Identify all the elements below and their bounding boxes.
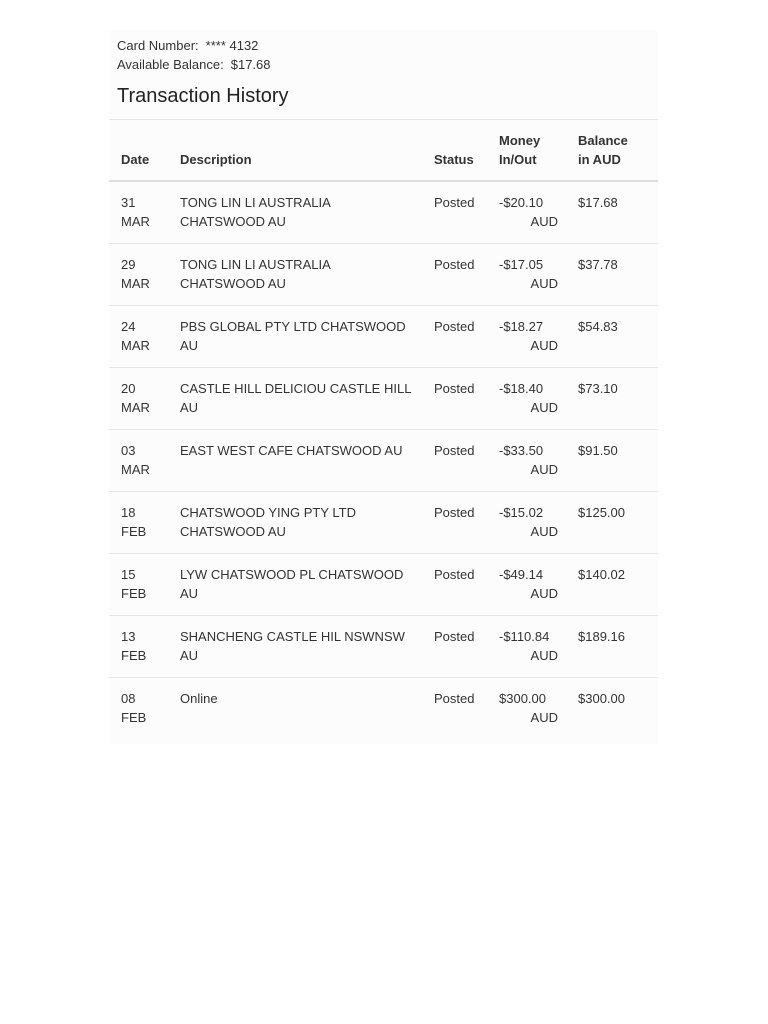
money-currency: AUD xyxy=(530,710,558,725)
money-amount: -$15.02 xyxy=(499,505,544,520)
money-amount: -$18.27 xyxy=(499,319,544,334)
money-cell xyxy=(487,306,566,368)
date-cell xyxy=(109,244,168,306)
date-day: 18 xyxy=(121,505,136,520)
money-amount: -$33.50 xyxy=(499,443,544,458)
money-currency: AUD xyxy=(530,338,558,353)
transaction-rows xyxy=(109,181,658,739)
money-cell xyxy=(487,368,566,430)
column-header-money-line2: In/Out xyxy=(499,152,537,167)
table-row xyxy=(109,616,658,678)
table-row xyxy=(109,678,658,740)
date-day: 13 xyxy=(121,629,136,644)
date-day: 03 xyxy=(121,443,136,458)
money-amount: -$17.05 xyxy=(499,257,544,272)
date-cell xyxy=(109,554,168,616)
description-cell: EAST WEST CAFE CHATSWOOD AU xyxy=(168,430,422,492)
table-row xyxy=(109,492,658,554)
money-amount: -$110.84 xyxy=(499,629,550,644)
table-row xyxy=(109,368,658,430)
available-balance-label: Available Balance: xyxy=(117,57,224,72)
balance-cell: $189.16 xyxy=(566,616,658,678)
money-cell xyxy=(487,492,566,554)
description-cell: SHANCHENG CASTLE HIL NSWNSW AU xyxy=(168,616,422,678)
date-cell xyxy=(109,181,168,244)
balance-cell: $125.00 xyxy=(566,492,658,554)
money-currency: AUD xyxy=(530,586,558,601)
status-cell: Posted xyxy=(422,678,487,740)
date-day: 20 xyxy=(121,381,136,396)
money-currency: AUD xyxy=(530,214,558,229)
status-cell: Posted xyxy=(434,195,475,210)
balance-cell: $73.10 xyxy=(566,368,658,430)
money-amount: -$20.10 xyxy=(499,195,544,210)
money-currency: AUD xyxy=(530,462,558,477)
description-cell: CASTLE HILL DELICIOU CASTLE HILL AU xyxy=(168,368,422,430)
money-amount: -$49.14 xyxy=(499,567,544,582)
column-header-description: Description xyxy=(168,120,422,182)
date-month: FEB xyxy=(121,586,147,601)
date-month: FEB xyxy=(121,648,147,663)
card-info xyxy=(117,36,271,74)
balance-cell: $140.02 xyxy=(566,554,658,616)
money-amount: -$18.40 xyxy=(499,381,544,396)
table-row xyxy=(109,554,658,616)
date-day: 15 xyxy=(121,567,136,582)
money-cell xyxy=(487,430,566,492)
description-cell: CHATSWOOD YING PTY LTD CHATSWOOD AU xyxy=(168,492,422,554)
status-cell: Posted xyxy=(422,492,487,554)
money-cell xyxy=(487,181,566,244)
table-header-row xyxy=(109,120,658,182)
status-cell: Posted xyxy=(422,306,487,368)
description-cell: PBS GLOBAL PTY LTD CHATSWOOD AU xyxy=(168,306,422,368)
date-month: MAR xyxy=(121,400,150,415)
money-cell xyxy=(487,616,566,678)
description-cell: Online xyxy=(168,678,422,740)
date-month: FEB xyxy=(121,710,147,725)
money-cell xyxy=(487,678,566,740)
date-cell xyxy=(109,368,168,430)
status-cell: Posted xyxy=(422,244,487,306)
balance-cell: $17.68 xyxy=(578,195,618,210)
status-cell: Posted xyxy=(422,368,487,430)
date-day: 29 xyxy=(121,257,136,272)
description-cell: LYW CHATSWOOD PL CHATSWOOD AU xyxy=(168,554,422,616)
date-cell xyxy=(109,678,168,740)
balance-cell: $37.78 xyxy=(566,244,658,306)
date-day: 24 xyxy=(121,319,136,334)
status-cell: Posted xyxy=(422,616,487,678)
status-cell: Posted xyxy=(422,554,487,616)
description-cell: TONG LIN LI AUSTRALIA CHATSWOOD AU xyxy=(168,244,422,306)
balance-cell: $300.00 xyxy=(566,678,658,740)
date-day: 08 xyxy=(121,691,136,706)
date-month: MAR xyxy=(121,338,150,353)
table-row xyxy=(109,181,658,244)
card-number-value: **** 4132 xyxy=(205,38,259,53)
date-cell xyxy=(109,306,168,368)
column-header-balance xyxy=(566,120,658,182)
balance-cell: $54.83 xyxy=(566,306,658,368)
status-cell: Posted xyxy=(422,430,487,492)
money-currency: AUD xyxy=(530,276,558,291)
table-row xyxy=(109,430,658,492)
card-number-label: Card Number: xyxy=(117,38,199,53)
money-cell xyxy=(487,244,566,306)
date-cell xyxy=(109,430,168,492)
date-cell xyxy=(109,616,168,678)
balance-cell: $91.50 xyxy=(566,430,658,492)
transaction-table xyxy=(109,119,658,739)
table-row xyxy=(109,306,658,368)
date-month: MAR xyxy=(121,276,150,291)
date-cell xyxy=(109,492,168,554)
column-header-date: Date xyxy=(109,120,168,182)
money-currency: AUD xyxy=(530,524,558,539)
column-header-money xyxy=(487,120,566,182)
available-balance-line xyxy=(117,55,271,74)
card-number-line xyxy=(117,36,271,55)
table-row xyxy=(109,244,658,306)
date-day: 31 xyxy=(121,195,136,210)
money-cell xyxy=(487,554,566,616)
page-title: Transaction History xyxy=(117,85,289,107)
date-month: FEB xyxy=(121,524,147,539)
date-month: MAR xyxy=(121,462,150,477)
column-header-money-line1: Money xyxy=(499,133,541,148)
column-header-balance-line2: in AUD xyxy=(578,152,621,167)
column-header-balance-line1: Balance xyxy=(578,133,628,148)
description-cell: TONG LIN LI AUSTRALIA CHATSWOOD AU xyxy=(180,195,331,229)
date-month: MAR xyxy=(121,214,150,229)
column-header-status: Status xyxy=(422,120,487,182)
money-currency: AUD xyxy=(530,400,558,415)
money-currency: AUD xyxy=(530,648,558,663)
money-amount: $300.00 xyxy=(499,691,546,706)
available-balance-value: $17.68 xyxy=(230,57,271,72)
